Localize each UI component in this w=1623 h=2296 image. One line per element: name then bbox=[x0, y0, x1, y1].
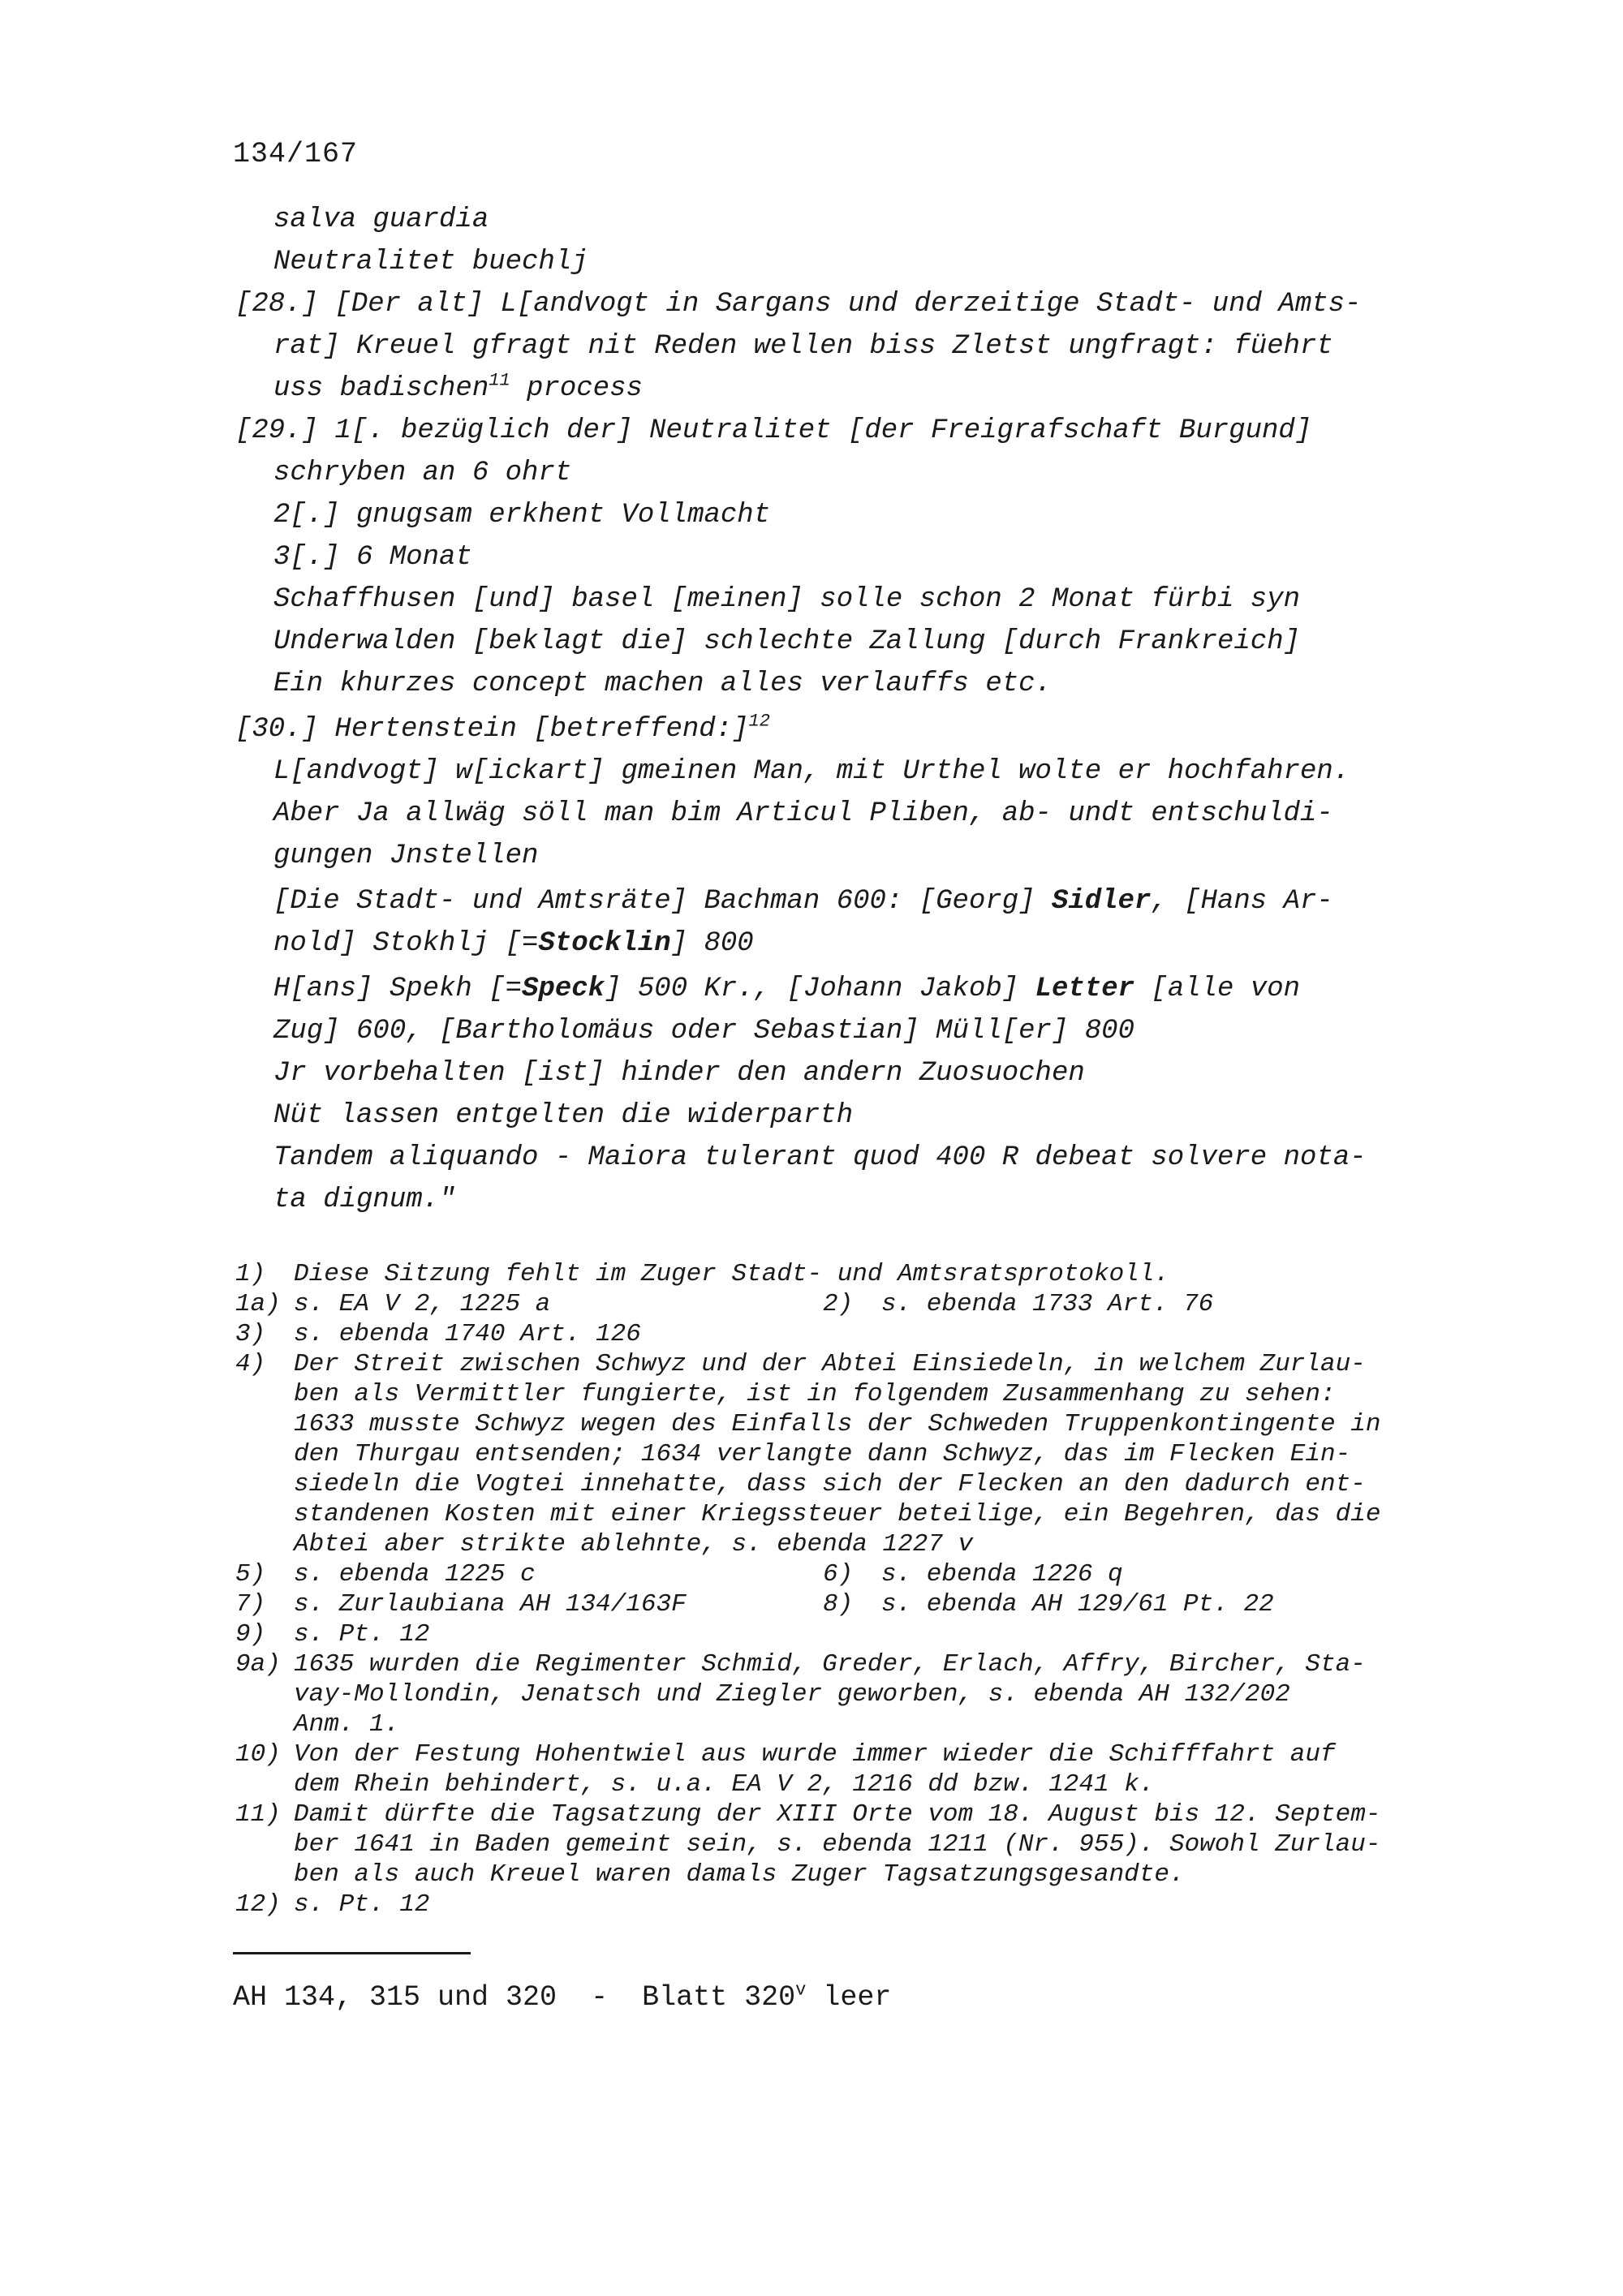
footnote-cont: ben als auch Kreuel waren damals Zuger Tagsatzungsgesandte. bbox=[294, 1860, 1185, 1889]
text-line: 3[.] 6 Monat bbox=[273, 542, 472, 573]
footnote: 1) Diese Sitzung fehlt im Zuger Stadt- und Amtsratsprotokoll. bbox=[235, 1260, 1169, 1288]
text-line: uss badischen$^{11}$ process bbox=[273, 370, 643, 404]
bold-name: Stocklin bbox=[538, 928, 671, 959]
footnote: 11) Damit dürfte die Tagsatzung der XIII Orte vom 18. August bis 12. Septem- bbox=[235, 1800, 1381, 1829]
footnote-cont: 1633 musste Schwyz wegen des Einfalls der Schweden Truppenkontingente in bbox=[294, 1410, 1381, 1438]
footnote-cont: ber 1641 in Baden gemeint sein, s. ebenda 1211 (Nr. 955). Sowohl Zurlau- bbox=[294, 1830, 1381, 1859]
text-line: Tandem aliquando - Maiora tulerant quod 400 R debeat solvere nota- bbox=[273, 1142, 1367, 1173]
text-line: rat] Kreuel gfragt nit Reden wellen biss Zletst ungfragt: füehrt bbox=[273, 331, 1333, 362]
text-line: L[andvogt] w[ickart] gmeinen Man, mit Urthel wolte er hochfahren. bbox=[273, 756, 1350, 787]
bold-name: Speck bbox=[522, 974, 605, 1004]
text-line: Zug] 600, [Bartholomäus oder Sebastian] Müll[er] 800 bbox=[273, 1016, 1134, 1047]
text-line: Nüt lassen entgelten die widerparth bbox=[273, 1100, 854, 1131]
footnote: 7) s. Zurlaubiana AH 134/163F 8) s. ebenda AH 129/61 Pt. 22 bbox=[235, 1590, 1274, 1619]
footnote-ref: 11 bbox=[489, 370, 510, 391]
footer-source: AH 134, 315 und 320 - Blatt 320$^v$ leer bbox=[233, 1980, 892, 2014]
footnotes bbox=[235, 1259, 1501, 1920]
footnote: 3) s. ebenda 1740 Art. 126 bbox=[235, 1320, 641, 1348]
text-line: Jr vorbehalten [ist] hinder den andern Zuosuochen bbox=[273, 1058, 1085, 1089]
bold-name: Sidler bbox=[1051, 886, 1152, 917]
footnote: 4) Der Streit zwischen Schwyz und der Abtei Einsiedeln, in welchem Zurlau- bbox=[235, 1350, 1366, 1378]
footnote-cont: dem Rhein behindert, s. u.a. EA V 2, 1216 dd bzw. 1241 k. bbox=[294, 1770, 1155, 1799]
text-line: [Die Stadt- und Amtsräte] Bachman 600: [Georg] Sidler, [Hans Ar- bbox=[273, 886, 1333, 917]
footnote-cont: ben als Vermittler fungierte, ist in folgendem Zusammenhang zu sehen: bbox=[294, 1380, 1336, 1408]
bold-name: Letter bbox=[1035, 974, 1135, 1004]
text-line: H[ans] Spekh [=Speck] 500 Kr., [Johann Jakob] Letter [alle von bbox=[273, 974, 1301, 1004]
footer-rule bbox=[233, 1952, 471, 1954]
text-line-item-30: [30.] Hertenstein [betreffend:]$^{12}$ bbox=[235, 711, 770, 745]
text-line: Neutralitet buechlj bbox=[273, 247, 588, 277]
footnote-cont: siedeln die Vogtei innehatte, dass sich der Flecken an den dadurch ent- bbox=[294, 1470, 1366, 1498]
footnote: 5) s. ebenda 1225 c 6) s. ebenda 1226 q bbox=[235, 1560, 1123, 1589]
text-line-item-29: [29.] 1[. bezüglich der] Neutralitet [der Freigrafschaft Burgund] bbox=[235, 415, 1312, 446]
footnote-cont: Abtei aber strikte ablehnte, s. ebenda 1227 v bbox=[294, 1530, 974, 1559]
footnote-ref: 12 bbox=[748, 711, 770, 732]
text-line: 2[.] gnugsam erkhent Vollmacht bbox=[273, 500, 771, 531]
page-number: 134/167 bbox=[233, 138, 359, 170]
text-line: Ein khurzes concept machen alles verlauffs etc. bbox=[273, 669, 1052, 699]
text-line: Underwalden [beklagt die] schlechte Zallung [durch Frankreich] bbox=[273, 626, 1301, 657]
footnote-cont: standenen Kosten mit einer Kriegssteuer beteilige, ein Begehren, das die bbox=[294, 1500, 1381, 1529]
verso-mark: v bbox=[795, 1980, 807, 2001]
footnote: 9) s. Pt. 12 bbox=[235, 1620, 430, 1649]
text-line: ta dignum." bbox=[273, 1185, 456, 1215]
footnote-cont: den Thurgau entsenden; 1634 verlangte dann Schwyz, das im Flecken Ein- bbox=[294, 1440, 1351, 1468]
text-line: salva guardia bbox=[273, 204, 489, 235]
text-line-item-28: [28.] [Der alt] L[andvogt in Sargans und derzeitige Stadt- und Amts- bbox=[235, 289, 1362, 320]
footnote-cont: vay-Mollondin, Jenatsch und Ziegler geworben, s. ebenda AH 132/202 bbox=[294, 1680, 1290, 1709]
footnote: 9a) 1635 wurden die Regimenter Schmid, Greder, Erlach, Affry, Bircher, Sta- bbox=[235, 1650, 1366, 1679]
footnote: 12) s. Pt. 12 bbox=[235, 1890, 430, 1919]
text-line: schryben an 6 ohrt bbox=[273, 458, 572, 488]
footnote: 1a) s. EA V 2, 1225 a 2) s. ebenda 1733 Art. 76 bbox=[235, 1290, 1214, 1318]
text-line: Schaffhusen [und] basel [meinen] solle schon 2 Monat fürbi syn bbox=[273, 584, 1301, 615]
text-line: gungen Jnstellen bbox=[273, 841, 539, 871]
footnote: 10) Von der Festung Hohentwiel aus wurde immer wieder die Schifffahrt auf bbox=[235, 1740, 1336, 1769]
footnote-cont: Anm. 1. bbox=[294, 1710, 400, 1739]
text-line: Aber Ja allwäg söll man bim Articul Pliben, ab- undt entschuldi- bbox=[273, 798, 1333, 829]
text-line: nold] Stokhlj [=Stocklin] 800 bbox=[273, 928, 754, 959]
transcription-text bbox=[235, 199, 1501, 1221]
